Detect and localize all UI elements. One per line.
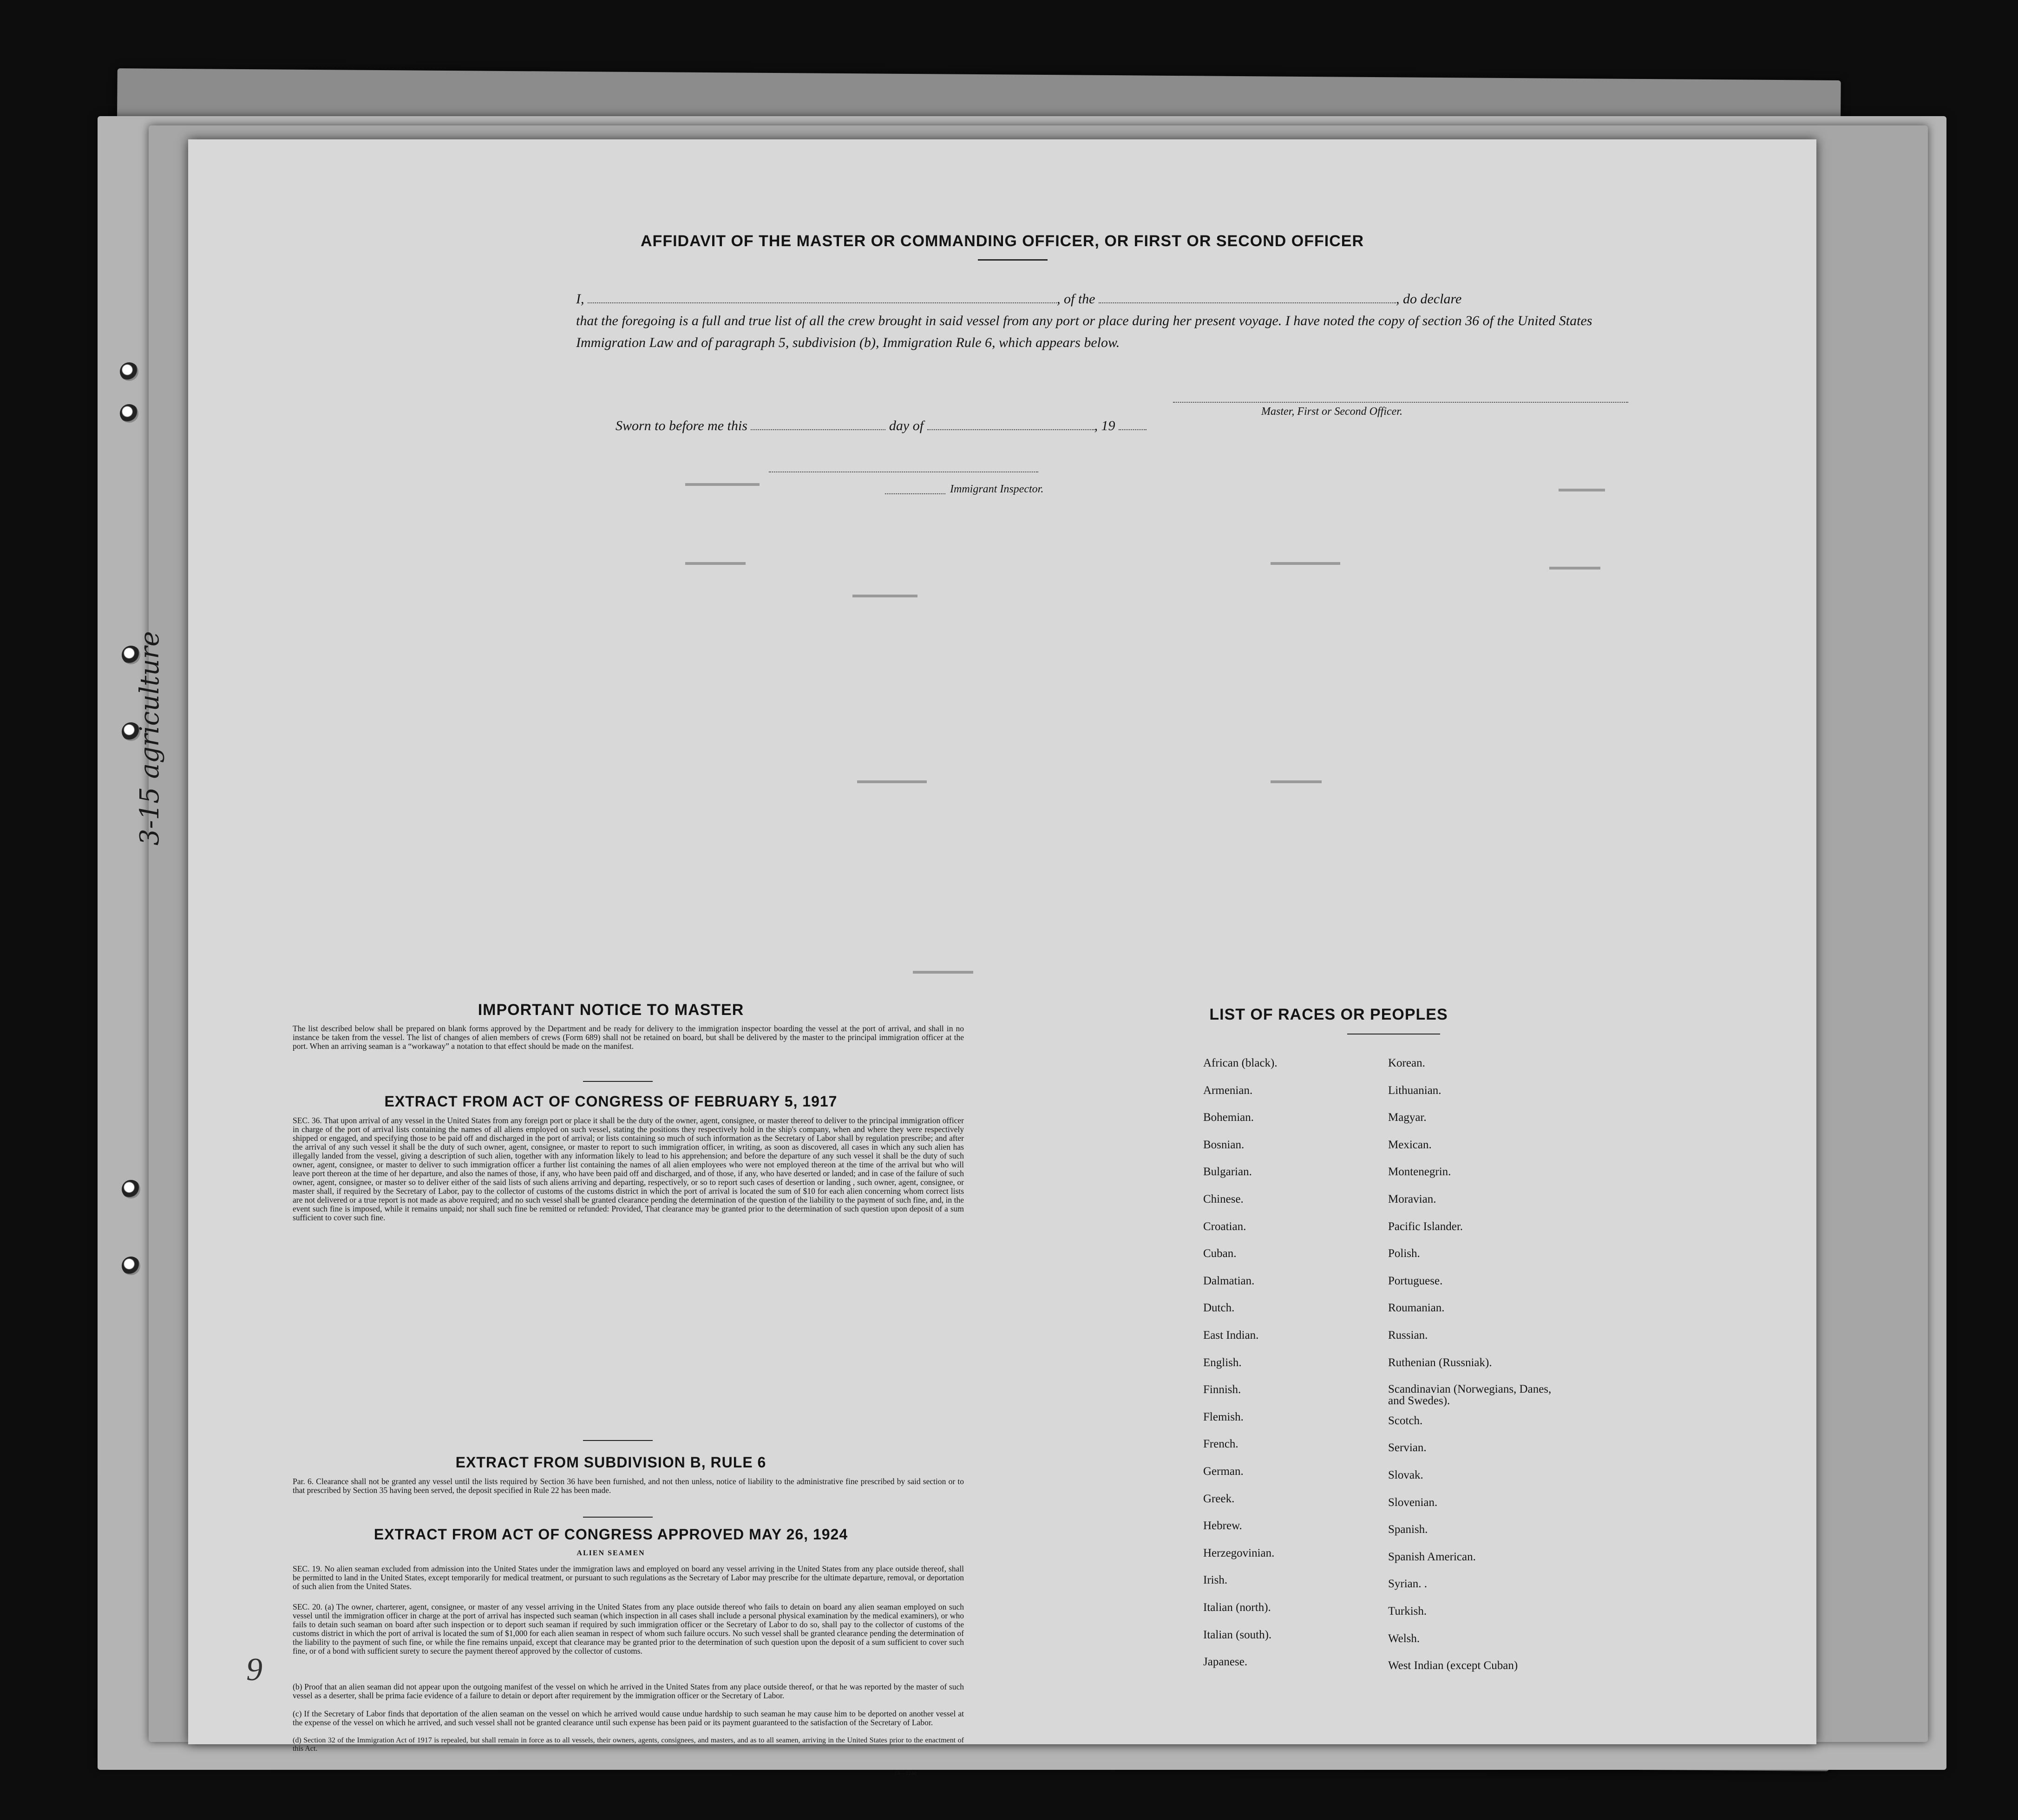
- alien-seamen-subtitle: ALIEN SEAMEN: [577, 1549, 645, 1557]
- sworn-month-field[interactable]: [927, 419, 1094, 430]
- race-item: English.: [1203, 1356, 1242, 1369]
- race-item: Scotch.: [1388, 1414, 1423, 1427]
- race-item: Chinese.: [1203, 1193, 1244, 1205]
- extract-1924-sec19: SEC. 19. No alien seaman excluded from admission into the United States under the immigration laws and employed on board any vessel arriving in the United States from any place outside thereof, shall be permitted to land in the United States, except temporarily for medical treatment, or pursuant to such regulations as the Secretary of Labor may prescribe for the ultimate departure, removal, or deportation of such alien from the United States.: [293, 1564, 964, 1591]
- sworn-day-field[interactable]: [751, 419, 885, 430]
- notice-column: [258, 1001, 964, 1624]
- race-item: Herzegovinian.: [1203, 1546, 1275, 1559]
- vessel-field[interactable]: [1099, 292, 1396, 303]
- race-item: Pacific Islander.: [1388, 1220, 1463, 1233]
- inspector-signature-line[interactable]: [769, 471, 1038, 472]
- form-number: 14—1240: [894, 1770, 917, 1776]
- extract-1924-sec20a: SEC. 20. (a) The owner, charterer, agent, consignee, or master of any vessel arriving in the United States from any place outside thereof who fails to detain on board any alien seaman employed on such vessel until the immigration officer in charge at the port of arrival has inspected such seaman (which inspection in all cases shall include a personal physical examination by the medical examiners), or who fails to detain such seaman on board after such inspection or to deport such seaman if required by such immigration officer or the Secretary of Labor to do so, shall pay to the collector of customs of the customs district in which the port of arrival is located the sum of $1,000 for each alien seaman in respect of whom such failure occurs. No such vessel shall be granted clearance pending the determination of the liability to the payment of such fine, or while the fine remains unpaid, except that clearance may be granted prior to the determination of such question upon the deposit of a sum sufficient to cover such fine, or of a bond with sufficient surety to secure the payment thereof approved by the collector of customs.: [293, 1602, 964, 1656]
- extract-1917-title: EXTRACT FROM ACT OF CONGRESS OF FEBRUARY 5, 1917: [384, 1093, 838, 1110]
- race-item: German.: [1203, 1465, 1244, 1478]
- race-item: Turkish.: [1388, 1605, 1427, 1617]
- declaration-i: I,: [576, 291, 584, 307]
- inspector-label: Immigrant Inspector.: [950, 483, 1044, 495]
- extract-1924-sec20c: (c) If the Secretary of Labor finds that deportation of the alien seaman on the vessel on which he arrived would cause undue hardship to such seaman he may cause him to be deported on another vessel at the expense of the vessel on which he arrived, and such vessel shall not be granted clearance until such expense has been paid or its payment guaranteed to the satisfaction of the Secretary of Labor.: [293, 1709, 964, 1727]
- extract-1924-sec20b: (b) Proof that an alien seaman did not appear upon the outgoing manifest of the vessel on which he arrived in the United States from any place outside thereof, or that he was reported by the master of such vessel as a deserter, shall be prima facie evidence of a failure to detain or deport after requirement by the immigration officer or the Secretary of Labor.: [293, 1682, 964, 1700]
- race-item: Bosnian.: [1203, 1138, 1245, 1151]
- handwritten-margin-note: 3-15 agriculture: [135, 631, 165, 845]
- affidavit-declaration: [576, 288, 1663, 354]
- race-item: African (black).: [1203, 1057, 1278, 1069]
- sworn-statement: [616, 418, 1147, 434]
- race-item: Moravian.: [1388, 1193, 1436, 1205]
- race-item: Bulgarian.: [1203, 1165, 1252, 1178]
- race-item: Bohemian.: [1203, 1111, 1254, 1124]
- race-item: Syrian. .: [1388, 1578, 1428, 1591]
- race-item: Finnish.: [1203, 1383, 1241, 1396]
- race-item: Japanese.: [1203, 1656, 1248, 1669]
- affidavit-title: AFFIDAVIT OF THE MASTER OR COMMANDING OFFICER, OR FIRST OR SECOND OFFICER: [641, 232, 1364, 250]
- bleed-through-mark: [685, 562, 746, 565]
- bleed-through-mark: [852, 595, 917, 597]
- section-rule: [583, 1440, 653, 1441]
- race-item: Italian (north).: [1203, 1601, 1271, 1614]
- declaration-first-line: [576, 288, 1663, 310]
- race-item: Flemish.: [1203, 1410, 1244, 1423]
- race-item: Roumanian.: [1388, 1302, 1445, 1315]
- bleed-through-mark: [1549, 567, 1600, 570]
- race-item: Slovenian.: [1388, 1496, 1438, 1509]
- race-item: French.: [1203, 1438, 1238, 1451]
- sworn-year-field[interactable]: [1119, 419, 1147, 430]
- race-item: Portuguese.: [1388, 1274, 1443, 1287]
- extract-1917-text: SEC. 36. That upon arrival of any vessel in the United States from any foreign port or place it shall be the duty of the owner, agent, consignee, or master thereof to deliver to the principal immigration officer in charge of the port of arrival lists containing the names of all aliens employed on such vessel, stating the positions they respectively hold in the ship's company, when and where they were respectively shipped or engaged, and specifying those to be paid off and discharged in the port of arrival; or lists containing so much of such information as the Secretary of Labor shall by regulation prescribe; and after the arrival of any such vessel it shall be the duty of such owner, agent, consignee, or master to report to such immigration officer, in writing, as soon as discovered, all cases in which any such alien has illegally landed from the vessel, giving a description of such alien, together with any information likely to lead to his apprehension; and before the departure of any such vessel it shall be the duty of such owner, agent, consignee, or master to deliver to such immigration officer a further list containing the names of all alien employees who were not employed thereon at the time of the arrival but who will leave port thereon at the time of her departure, and also the names of those, if any, who have been paid off and discharged, and of those, if any, who have deserted or landed; and in case of the failure of such owner, agent, consignee, or master so to deliver either of the said lists of such aliens arriving and departing, respectively, or so to report such cases of desertion or landing , such owner, agent, consignee, or master shall, if required by the Secretary of Labor, pay to the collector of customs of the customs district in which the port of arrival is located the sum of $10 for each alien concerning whom correct lists are not delivered or a true report is not made as above required; and no such vessel shall be granted clearance pending the determination of the question of the liability to the payment of such fine, and, in the event such fine is imposed, while it remains unpaid; nor shall such fine be remitted or refunded: Provided, That clearance may be granted prior to the determination of such question upon deposit of a sum sufficient to cover such fine.: [293, 1116, 964, 1222]
- race-item: Dalmatian.: [1203, 1274, 1255, 1287]
- race-item: Scandinavian (Norwegians, Danes, and Swedes).: [1388, 1383, 1552, 1408]
- bleed-through-mark: [857, 780, 927, 783]
- race-item: Russian.: [1388, 1329, 1428, 1342]
- races-title: LIST OF RACES OR PEOPLES: [1209, 1006, 1448, 1023]
- race-item: Croatian.: [1203, 1220, 1246, 1233]
- declaration-of-the: , of the: [1057, 291, 1095, 307]
- inspector-short-line: [885, 493, 945, 494]
- race-item: Hebrew.: [1203, 1519, 1242, 1532]
- notice-text: The list described below shall be prepared on blank forms approved by the Department and be ready for delivery to the immigration inspector boarding the vessel at the port of arrival, and shall in no instance be taken from the vessel. The list of changes of alien members of crews (Form 689) shall not be retained on board, but shall be delivered by the master to the principal immigration officer at the port. When an arriving seaman is a “workaway” a notation to that effect should be made on the manifest.: [293, 1024, 964, 1051]
- bleed-through-mark: [1559, 489, 1605, 491]
- race-item: Korean.: [1388, 1057, 1425, 1069]
- declaration-do-declare: , do declare: [1396, 291, 1462, 307]
- bleed-through-mark: [1271, 780, 1322, 783]
- race-item: Mexican.: [1388, 1138, 1432, 1151]
- notice-title: IMPORTANT NOTICE TO MASTER: [478, 1001, 744, 1019]
- bleed-through-mark: [913, 971, 973, 974]
- extract-1924-title: EXTRACT FROM ACT OF CONGRESS APPROVED MAY 26, 1924: [373, 1526, 848, 1543]
- race-item: Polish.: [1388, 1247, 1420, 1260]
- declaration-text: that the foregoing is a full and true list of all the crew brought in said vessel from any port or place during her present voyage. I have noted the copy of section 36 of the United States Immigration Law and of paragraph 5, subdivision (b), Immigration Rule 6, which appears below.: [576, 313, 1592, 350]
- race-item: Magyar.: [1388, 1111, 1427, 1124]
- binder-hole-icon: [120, 362, 138, 381]
- race-item: Cuban.: [1203, 1247, 1237, 1260]
- race-item: Spanish American.: [1388, 1550, 1476, 1563]
- race-item: West Indian (except Cuban): [1388, 1659, 1518, 1672]
- extract-1924-sec20d: (d) Section 32 of the Immigration Act of 1917 is repealed, but shall remain in force as to all vessels, their owners, agents, consignees, and masters, and as to all seamen, arriving in the United States prior to the enactment of this Act.: [293, 1736, 964, 1753]
- bleed-through-mark: [685, 483, 760, 486]
- bleed-through-mark: [1271, 562, 1340, 565]
- race-item: Dutch.: [1203, 1302, 1235, 1315]
- sworn-day-of: day of: [889, 418, 924, 433]
- extract-rule6-text: Par. 6. Clearance shall not be granted any vessel until the lists required by Section 36 have been furnished, and not then unless, notice of liability to the administrative fine prescribed by said section or to that prescribed by Section 35 having been served, the deposit specified in Rule 22 has been made.: [293, 1477, 964, 1495]
- extract-rule6-title: EXTRACT FROM SUBDIVISION B, RULE 6: [455, 1454, 767, 1471]
- binder-hole-icon: [122, 1257, 140, 1275]
- handwritten-page-number: 9: [246, 1652, 262, 1688]
- title-rule: [978, 259, 1048, 261]
- race-item: Spanish.: [1388, 1523, 1428, 1536]
- sworn-label: Sworn to before me this: [616, 418, 747, 433]
- race-item: Servian.: [1388, 1441, 1427, 1454]
- section-rule: [583, 1081, 653, 1082]
- affidavit-sheet: [188, 139, 1816, 1776]
- race-item: Greek.: [1203, 1492, 1235, 1505]
- binder-hole-icon: [120, 404, 138, 423]
- race-item: Welsh.: [1388, 1632, 1420, 1645]
- race-item: Armenian.: [1203, 1084, 1253, 1097]
- race-item: Slovak.: [1388, 1469, 1423, 1481]
- race-item: East Indian.: [1203, 1329, 1259, 1342]
- binder-hole-icon: [122, 1180, 140, 1198]
- race-item: Italian (south).: [1203, 1628, 1272, 1641]
- race-item: Lithuanian.: [1388, 1084, 1441, 1097]
- race-item: Ruthenian (Russniak).: [1388, 1356, 1492, 1369]
- race-item: Montenegrin.: [1388, 1165, 1451, 1178]
- sworn-year-label: , 19: [1094, 418, 1115, 433]
- section-rule: [583, 1517, 653, 1518]
- name-field[interactable]: [588, 292, 1057, 303]
- master-signature-label: Master, First or Second Officer.: [1261, 406, 1402, 418]
- master-signature-line[interactable]: [1173, 402, 1628, 403]
- race-item: Irish.: [1203, 1574, 1228, 1587]
